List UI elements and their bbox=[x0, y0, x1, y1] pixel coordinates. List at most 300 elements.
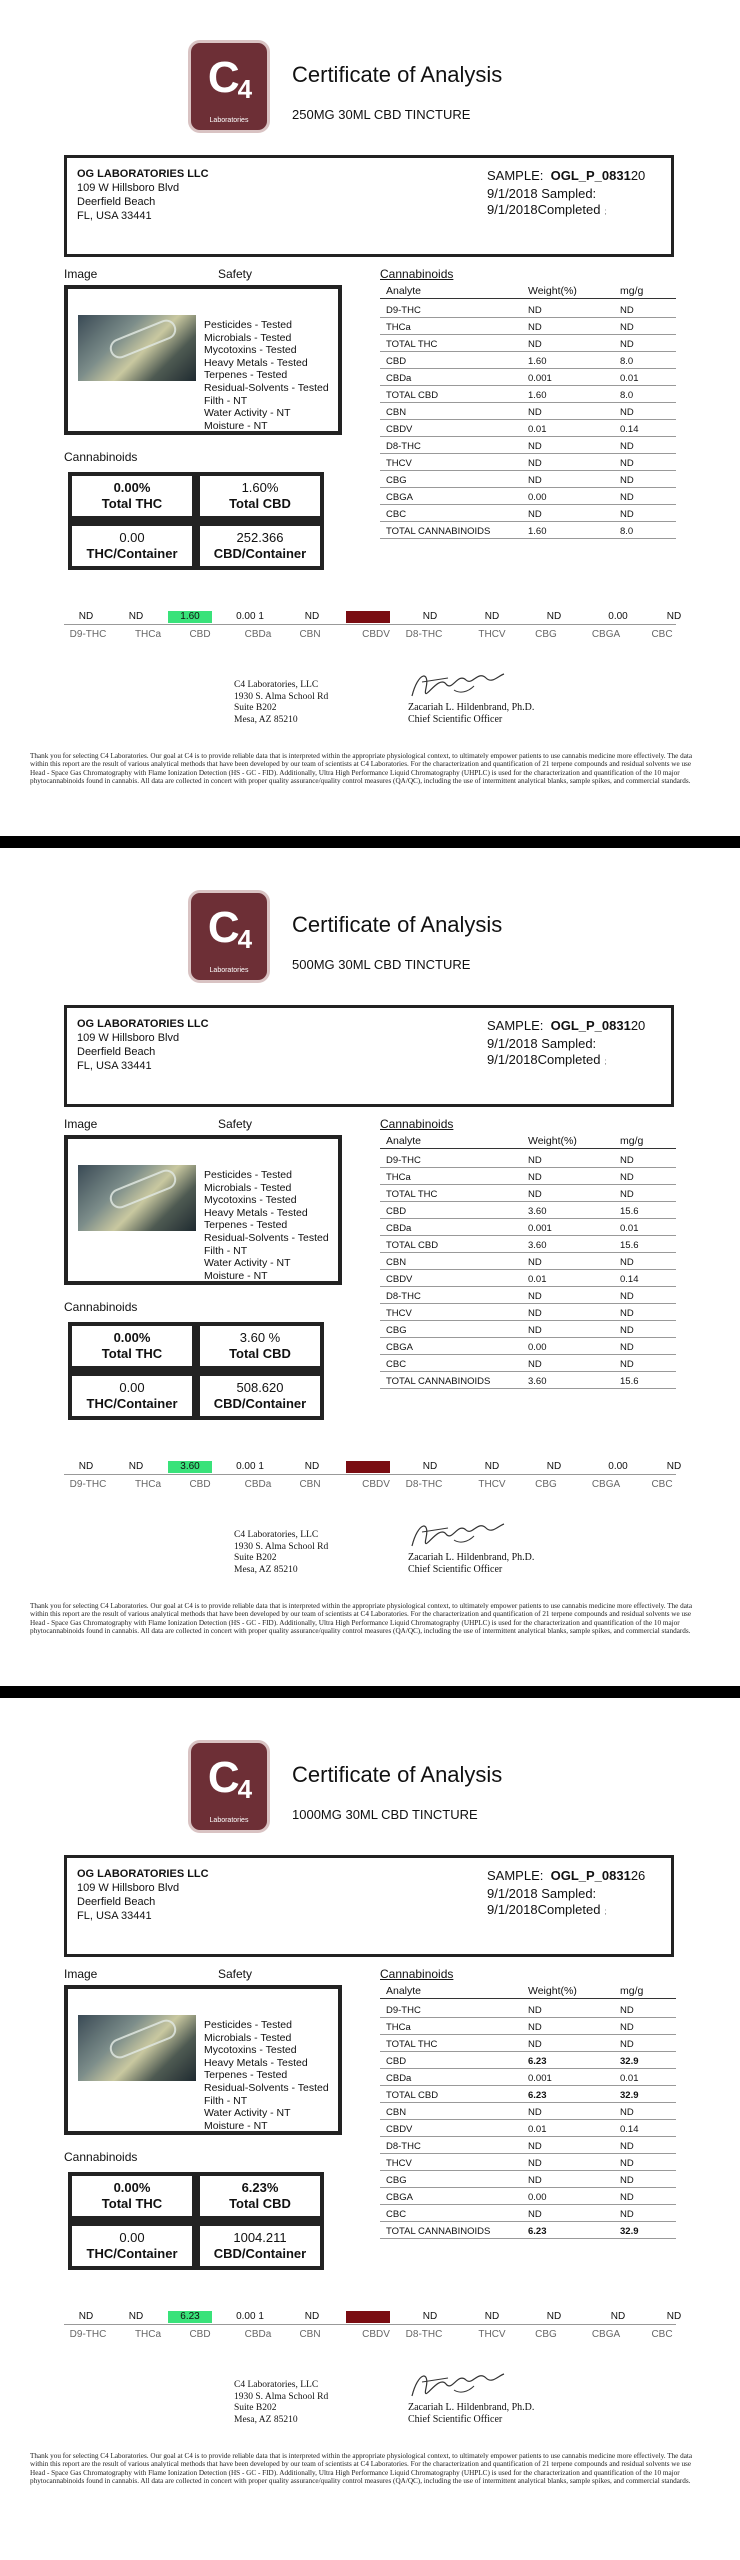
safety-item: Residual-Solvents - Tested bbox=[204, 2081, 329, 2094]
cannabinoid-strip bbox=[64, 611, 682, 645]
strip-value: ND bbox=[546, 1461, 562, 1472]
weight-cell: 6.23 bbox=[528, 2090, 547, 2101]
mg-cell: ND bbox=[620, 2107, 634, 2118]
analyte-cell: D8-THC bbox=[386, 2141, 421, 2152]
table-header: Analyte Weight(%) mg/g bbox=[380, 283, 676, 299]
table-header: Analyte Weight(%) mg/g bbox=[380, 1983, 676, 1999]
weight-cell: ND bbox=[528, 1359, 542, 1370]
strip-name: THCa bbox=[134, 629, 162, 640]
client-name: OG LABORATORIES LLC bbox=[77, 1018, 209, 1030]
strip-values bbox=[64, 2311, 682, 2325]
weight-cell: 0.01 bbox=[528, 424, 547, 435]
table-row bbox=[380, 420, 676, 437]
signature-image bbox=[408, 2366, 508, 2402]
strip-value: ND bbox=[78, 2311, 94, 2322]
analyte-cell: TOTAL CBD bbox=[386, 390, 439, 401]
table-row bbox=[380, 301, 676, 318]
analyte-cell: CBG bbox=[386, 475, 407, 486]
weight-cell: ND bbox=[528, 1155, 542, 1166]
cannabinoid-strip bbox=[64, 2311, 682, 2345]
safety-item: Mycotoxins - Tested bbox=[204, 344, 297, 357]
table-row bbox=[380, 488, 676, 505]
weight-cell: ND bbox=[528, 509, 542, 520]
mg-cell: 0.01 bbox=[620, 373, 639, 384]
safety-item: Pesticides - Tested bbox=[204, 319, 292, 331]
analyte-cell: D9-THC bbox=[386, 1155, 421, 1166]
sample-id: SAMPLE: OGL_P_083126 bbox=[487, 1868, 646, 1883]
strip-name: CBG bbox=[535, 1479, 557, 1490]
analyte-cell: THCV bbox=[386, 2158, 412, 2169]
safety-label: Safety bbox=[218, 1117, 253, 1131]
mg-cell: 32.9 bbox=[620, 2056, 639, 2067]
analyte-cell: TOTAL THC bbox=[386, 2039, 438, 2050]
cbd-container-cell: 508.620 CBD/Container bbox=[200, 1376, 320, 1416]
total-cbd-cell: 3.60 % Total CBD bbox=[200, 1326, 320, 1366]
sample-id: SAMPLE: OGL_P_083120 bbox=[487, 168, 646, 183]
analyte-cell: D8-THC bbox=[386, 1291, 421, 1302]
cbd-container-cell: 1004.211 CBD/Container bbox=[200, 2226, 320, 2266]
strip-value: 0.00 bbox=[608, 1461, 628, 1472]
mg-cell: 32.9 bbox=[620, 2090, 639, 2101]
safety-item: Filth - NT bbox=[204, 2094, 248, 2107]
thc-container-cell: 0.00 THC/Container bbox=[72, 526, 192, 566]
cannabinoids-table-label: Cannabinoids bbox=[380, 267, 454, 281]
cbd-container-cell: 252.366 CBD/Container bbox=[200, 526, 320, 566]
c4-logo: $C_4$ Laboratories bbox=[188, 1740, 270, 1833]
mg-cell: ND bbox=[620, 1257, 634, 1268]
completed-date: 9/1/2018Completed ; bbox=[487, 1052, 607, 1067]
weight-cell: 3.60 bbox=[528, 1206, 547, 1217]
safety-list bbox=[204, 2019, 329, 2132]
weight-cell: ND bbox=[528, 2039, 542, 2050]
weight-cell: ND bbox=[528, 407, 542, 418]
analyte-cell: TOTAL CBD bbox=[386, 1240, 439, 1251]
client-info-box bbox=[64, 155, 674, 257]
total-thc-cell: 0.00% Total THC bbox=[72, 2176, 192, 2216]
table-row bbox=[380, 2086, 676, 2103]
sample-id: SAMPLE: OGL_P_083120 bbox=[487, 1018, 646, 1033]
safety-item: Microbials - Tested bbox=[204, 331, 292, 344]
safety-item: Microbials - Tested bbox=[204, 2031, 292, 2044]
image-label: Image bbox=[64, 267, 98, 281]
cannabinoids-table-label: Cannabinoids bbox=[380, 1967, 454, 1981]
strip-name: CBD bbox=[189, 1479, 211, 1490]
table-row bbox=[380, 2018, 676, 2035]
table-row bbox=[380, 1287, 676, 1304]
analyte-cell: CBN bbox=[386, 407, 407, 418]
strip-value: 6.23 bbox=[168, 2311, 212, 2323]
table-row bbox=[380, 403, 676, 420]
strip-value: ND bbox=[304, 1461, 320, 1472]
strip-name: D9-THC bbox=[69, 2329, 107, 2340]
thc-container-cell: 0.00 THC/Container bbox=[72, 2226, 192, 2266]
strip-name: CBD bbox=[189, 2329, 211, 2340]
strip-name: CBDV bbox=[362, 2329, 390, 2340]
table-row bbox=[380, 2137, 676, 2154]
lab-address: C4 Laboratories, LLC 1930 S. Alma School Rd Suite B202 Mesa, AZ 85210 bbox=[234, 1530, 329, 1575]
strip-value: ND bbox=[304, 611, 320, 622]
strip-name: CBDa bbox=[244, 2329, 272, 2340]
strip-value: 0.00 1 bbox=[236, 611, 264, 622]
mg-cell: ND bbox=[620, 475, 634, 486]
c4-logo: $C_4$ Laboratories bbox=[188, 40, 270, 133]
safety-item: Filth - NT bbox=[204, 394, 248, 407]
strip-name: CBC bbox=[651, 2329, 673, 2340]
weight-cell: 1.60 bbox=[528, 390, 547, 401]
mg-cell: ND bbox=[620, 1189, 634, 1200]
table-row bbox=[380, 335, 676, 352]
weight-cell: ND bbox=[528, 322, 542, 333]
table-row bbox=[380, 1338, 676, 1355]
table-row bbox=[380, 437, 676, 454]
analyte-cell: TOTAL CANNABINOIDS bbox=[386, 1376, 491, 1387]
strip-name: CBN bbox=[299, 1479, 321, 1490]
table-header: Analyte Weight(%) mg/g bbox=[380, 1133, 676, 1149]
safety-box bbox=[64, 1135, 342, 1285]
mg-cell: 0.01 bbox=[620, 1223, 639, 1234]
client-name: OG LABORATORIES LLC bbox=[77, 1868, 209, 1880]
weight-cell: ND bbox=[528, 1172, 542, 1183]
strip-value: ND bbox=[304, 2311, 320, 2322]
mg-cell: ND bbox=[620, 1308, 634, 1319]
strip-value: ND bbox=[666, 2311, 682, 2322]
analyte-cell: CBC bbox=[386, 509, 407, 520]
safety-item: Residual-Solvents - Tested bbox=[204, 1231, 329, 1244]
safety-item: Filth - NT bbox=[204, 1244, 248, 1257]
weight-cell: ND bbox=[528, 1325, 542, 1336]
strip-name: CBG bbox=[535, 2329, 557, 2340]
mg-cell: 15.6 bbox=[620, 1376, 639, 1387]
table-row bbox=[380, 369, 676, 386]
analyte-cell: CBDV bbox=[386, 1274, 413, 1285]
analyte-cell: THCa bbox=[386, 322, 411, 333]
strip-name: CBDV bbox=[362, 629, 390, 640]
strip-name: THCV bbox=[478, 1479, 506, 1490]
analyte-cell: TOTAL CBD bbox=[386, 2090, 439, 2101]
weight-cell: 0.00 bbox=[528, 2192, 547, 2203]
analyte-cell: D9-THC bbox=[386, 305, 421, 316]
mg-cell: ND bbox=[620, 458, 634, 469]
table-row bbox=[380, 1219, 676, 1236]
table-row bbox=[380, 1202, 676, 1219]
client-address-line: FL, USA 33441 bbox=[77, 210, 152, 222]
analyte-cell: THCV bbox=[386, 1308, 412, 1319]
strip-name: D8-THC bbox=[405, 1479, 443, 1490]
analyte-cell: CBG bbox=[386, 1325, 407, 1336]
safety-item: Residual-Solvents - Tested bbox=[204, 381, 329, 394]
weight-cell: ND bbox=[528, 305, 542, 316]
table-row bbox=[380, 2069, 676, 2086]
disclaimer-text: Thank you for selecting C4 Laboratories. Our goal at C4 is to provide reliable data that is interpreted within the appropriate physiological context, to ultimately empower patients to use cannabis medicine more effectively. The data within this report are the result of various analytical methods that have been developed by our team of scientists at C4 Laboratories. For the characterization and quantification of 21 terpene compounds and residual solvents we use Head - Space Gas Chromatography with Flame Ionization Detection (HS - GC - FID). Additionally, Ultra High Performance Liquid Chromatography (UHPLC) is used for the characterization and quantification of the 10 major phytocannabinoids found in cannabis. All data are collected in concert with proper quality assurance/quality control measures (QA/QC), including the use of intermittent analytical blanks, sample spikes, and commercial standards. bbox=[30, 752, 693, 786]
cannabinoids-summary-grid bbox=[68, 1322, 324, 1420]
analyte-cell: THCV bbox=[386, 458, 412, 469]
strip-value: 0.00 1 bbox=[236, 1461, 264, 1472]
completed-date: 9/1/2018Completed ; bbox=[487, 202, 607, 217]
table-row bbox=[380, 2035, 676, 2052]
mg-cell: ND bbox=[620, 1325, 634, 1336]
table-row bbox=[380, 1321, 676, 1338]
safety-item: Pesticides - Tested bbox=[204, 1169, 292, 1181]
strip-value: ND bbox=[484, 611, 500, 622]
weight-cell: ND bbox=[528, 475, 542, 486]
safety-item: Water Activity - NT bbox=[204, 2107, 291, 2120]
table-row bbox=[380, 2154, 676, 2171]
product-subtitle: 500MG 30ML CBD TINCTURE bbox=[292, 957, 471, 972]
strip-name: CBGA bbox=[591, 1479, 621, 1490]
table-row bbox=[380, 352, 676, 369]
safety-item: Mycotoxins - Tested bbox=[204, 2044, 297, 2057]
completed-date: 9/1/2018Completed ; bbox=[487, 1902, 607, 1917]
mg-cell: ND bbox=[620, 305, 634, 316]
strip-value: ND bbox=[128, 2311, 144, 2322]
analyte-cell: D9-THC bbox=[386, 2005, 421, 2016]
mg-cell: 32.9 bbox=[620, 2226, 639, 2237]
strip-values bbox=[64, 1461, 682, 1475]
analyte-cell: TOTAL CANNABINOIDS bbox=[386, 526, 491, 537]
safety-item: Heavy Metals - Tested bbox=[204, 1206, 308, 1219]
strip-value: ND bbox=[546, 2311, 562, 2322]
table-row bbox=[380, 2171, 676, 2188]
total-thc-cell: 0.00% Total THC bbox=[72, 476, 192, 516]
weight-cell: 1.60 bbox=[528, 356, 547, 367]
weight-cell: ND bbox=[528, 339, 542, 350]
strip-value: ND bbox=[128, 611, 144, 622]
weight-cell: ND bbox=[528, 2141, 542, 2152]
strip-name: CBC bbox=[651, 1479, 673, 1490]
weight-cell: 0.001 bbox=[528, 2073, 552, 2084]
analyte-cell: CBN bbox=[386, 2107, 407, 2118]
mg-cell: ND bbox=[620, 509, 634, 520]
strip-value: ND bbox=[666, 1461, 682, 1472]
lab-address: C4 Laboratories, LLC 1930 S. Alma School Rd Suite B202 Mesa, AZ 85210 bbox=[234, 680, 329, 725]
strip-name: CBD bbox=[189, 629, 211, 640]
mg-cell: 8.0 bbox=[620, 390, 634, 401]
cannabinoids-summary-label: Cannabinoids bbox=[64, 2150, 138, 2164]
strip-name: CBN bbox=[299, 2329, 321, 2340]
weight-cell: 1.60 bbox=[528, 526, 547, 537]
cannabinoid-strip bbox=[64, 1461, 682, 1495]
table-row bbox=[380, 2188, 676, 2205]
safety-item: Pesticides - Tested bbox=[204, 2019, 292, 2031]
weight-cell: 0.01 bbox=[528, 2124, 547, 2135]
strip-value: ND bbox=[484, 1461, 500, 1472]
safety-item: Terpenes - Tested bbox=[204, 2069, 288, 2082]
analyte-cell: CBN bbox=[386, 1257, 407, 1268]
mg-cell: ND bbox=[620, 2175, 634, 2186]
mg-cell: ND bbox=[620, 2209, 634, 2220]
disclaimer-text: Thank you for selecting C4 Laboratories. Our goal at C4 is to provide reliable data that is interpreted within the appropriate physiological context, to ultimately empower patients to use cannabis medicine more effectively. The data within this report are the result of various analytical methods that have been developed by our team of scientists at C4 Laboratories. For the characterization and quantification of 21 terpene compounds and residual solvents we use Head - Space Gas Chromatography with Flame Ionization Detection (HS - GC - FID). Additionally, Ultra High Performance Liquid Chromatography (UHPLC) is used for the characterization and quantification of the 10 major phytocannabinoids found in cannabis. All data are collected in concert with proper quality assurance/quality control measures (QA/QC), including the use of intermittent analytical blanks, sample spikes, and commercial standards. bbox=[30, 2452, 693, 2486]
client-address-line: 109 W Hillsboro Blvd bbox=[77, 182, 180, 194]
weight-cell: 0.01 bbox=[528, 1274, 547, 1285]
safety-box bbox=[64, 285, 342, 435]
product-photo bbox=[78, 315, 196, 381]
safety-item: Moisture - NT bbox=[204, 1269, 268, 1282]
client-address-line: 109 W Hillsboro Blvd bbox=[77, 1882, 180, 1894]
strip-marker bbox=[346, 611, 390, 623]
table-row bbox=[380, 1355, 676, 1372]
table-row bbox=[380, 2120, 676, 2137]
safety-item: Terpenes - Tested bbox=[204, 369, 288, 382]
strip-name: D8-THC bbox=[405, 2329, 443, 2340]
weight-cell: ND bbox=[528, 2022, 542, 2033]
analyte-cell: CBGA bbox=[386, 2192, 413, 2203]
analyte-cell: CBD bbox=[386, 1206, 407, 1217]
table-row bbox=[380, 2205, 676, 2222]
analyte-cell: CBC bbox=[386, 2209, 407, 2220]
image-label: Image bbox=[64, 1967, 98, 1981]
analyte-cell: CBG bbox=[386, 2175, 407, 2186]
weight-cell: 3.60 bbox=[528, 1240, 547, 1251]
strip-name: THCa bbox=[134, 2329, 162, 2340]
total-cbd-cell: 6.23% Total CBD bbox=[200, 2176, 320, 2216]
mg-cell: ND bbox=[620, 2022, 634, 2033]
table-row bbox=[380, 1304, 676, 1321]
page-divider bbox=[0, 1686, 740, 1698]
certificate bbox=[0, 850, 740, 1688]
client-address-line: Deerfield Beach bbox=[77, 196, 156, 208]
weight-cell: 3.60 bbox=[528, 1376, 547, 1387]
strip-name: THCa bbox=[134, 1479, 162, 1490]
mg-cell: 0.14 bbox=[620, 1274, 639, 1285]
safety-list bbox=[204, 319, 329, 432]
strip-name: CBC bbox=[651, 629, 673, 640]
table-row bbox=[380, 1270, 676, 1287]
page-divider bbox=[0, 836, 740, 848]
weight-cell: ND bbox=[528, 1308, 542, 1319]
signature-image bbox=[408, 1516, 508, 1552]
strip-value: ND bbox=[78, 1461, 94, 1472]
client-address-line: FL, USA 33441 bbox=[77, 1910, 152, 1922]
strip-value: ND bbox=[546, 611, 562, 622]
mg-cell: 15.6 bbox=[620, 1206, 639, 1217]
strip-value: ND bbox=[484, 2311, 500, 2322]
strip-value: ND bbox=[78, 611, 94, 622]
strip-value: 0.00 1 bbox=[236, 2311, 264, 2322]
strip-name: THCV bbox=[478, 629, 506, 640]
cannabinoids-summary-label: Cannabinoids bbox=[64, 1300, 138, 1314]
strip-value: ND bbox=[422, 2311, 438, 2322]
mg-cell: ND bbox=[620, 492, 634, 503]
document-title: Certificate of Analysis bbox=[292, 62, 503, 87]
analyte-cell: THCa bbox=[386, 2022, 411, 2033]
safety-box bbox=[64, 1985, 342, 2135]
client-address-line: FL, USA 33441 bbox=[77, 1060, 152, 1072]
total-thc-cell: 0.00% Total THC bbox=[72, 1326, 192, 1366]
lab-address: C4 Laboratories, LLC 1930 S. Alma School Rd Suite B202 Mesa, AZ 85210 bbox=[234, 2380, 329, 2425]
table-row bbox=[380, 2052, 676, 2069]
strip-value: ND bbox=[610, 2311, 626, 2322]
strip-name: CBG bbox=[535, 629, 557, 640]
analyte-cell: CBDa bbox=[386, 1223, 412, 1234]
safety-label: Safety bbox=[218, 267, 253, 281]
sampled-date: 9/1/2018 Sampled: bbox=[487, 1036, 597, 1051]
strip-value: ND bbox=[128, 1461, 144, 1472]
table-row bbox=[380, 1151, 676, 1168]
client-address-line: Deerfield Beach bbox=[77, 1896, 156, 1908]
safety-item: Water Activity - NT bbox=[204, 407, 291, 420]
table-row bbox=[380, 2103, 676, 2120]
client-address-line: Deerfield Beach bbox=[77, 1046, 156, 1058]
mg-cell: 0.01 bbox=[620, 2073, 639, 2084]
mg-cell: ND bbox=[620, 2141, 634, 2152]
strip-name: D9-THC bbox=[69, 1479, 107, 1490]
weight-cell: 0.00 bbox=[528, 492, 547, 503]
strip-name: D8-THC bbox=[405, 629, 443, 640]
weight-cell: ND bbox=[528, 1257, 542, 1268]
strip-name: CBN bbox=[299, 629, 321, 640]
analyte-cell: TOTAL THC bbox=[386, 1189, 438, 1200]
certificate bbox=[0, 0, 740, 838]
table-row bbox=[380, 471, 676, 488]
strip-name: CBGA bbox=[591, 2329, 621, 2340]
analyte-cell: CBDV bbox=[386, 2124, 413, 2135]
document-title: Certificate of Analysis bbox=[292, 1762, 503, 1787]
sampled-date: 9/1/2018 Sampled: bbox=[487, 186, 597, 201]
weight-cell: 0.001 bbox=[528, 1223, 552, 1234]
analyte-cell: CBDa bbox=[386, 2073, 412, 2084]
weight-cell: 0.001 bbox=[528, 373, 552, 384]
weight-cell: ND bbox=[528, 2107, 542, 2118]
mg-cell: 0.14 bbox=[620, 424, 639, 435]
strip-name: CBDa bbox=[244, 1479, 272, 1490]
table-row bbox=[380, 454, 676, 471]
analyte-cell: CBD bbox=[386, 2056, 407, 2067]
analyte-cell: CBC bbox=[386, 1359, 407, 1370]
analyte-cell: CBGA bbox=[386, 1342, 413, 1353]
mg-cell: ND bbox=[620, 1291, 634, 1302]
mg-cell: ND bbox=[620, 339, 634, 350]
safety-label: Safety bbox=[218, 1967, 253, 1981]
analyte-cell: THCa bbox=[386, 1172, 411, 1183]
weight-cell: ND bbox=[528, 2005, 542, 2016]
safety-item: Heavy Metals - Tested bbox=[204, 356, 308, 369]
strip-values bbox=[64, 611, 682, 625]
analyte-cell: TOTAL CANNABINOIDS bbox=[386, 2226, 491, 2237]
total-cbd-cell: 1.60% Total CBD bbox=[200, 476, 320, 516]
safety-item: Heavy Metals - Tested bbox=[204, 2056, 308, 2069]
table-row bbox=[380, 386, 676, 403]
analyte-cell: CBGA bbox=[386, 492, 413, 503]
cannabinoids-summary-grid bbox=[68, 2172, 324, 2270]
mg-cell: ND bbox=[620, 441, 634, 452]
strip-name: CBDV bbox=[362, 1479, 390, 1490]
analyte-cell: CBD bbox=[386, 356, 407, 367]
mg-cell: ND bbox=[620, 1172, 634, 1183]
client-name: OG LABORATORIES LLC bbox=[77, 168, 209, 180]
mg-cell: 0.14 bbox=[620, 2124, 639, 2135]
mg-cell: ND bbox=[620, 2192, 634, 2203]
officer-signature-block: Zacariah L. Hildenbrand, Ph.D. Chief Scientific Officer bbox=[408, 2402, 535, 2425]
strip-marker bbox=[346, 2311, 390, 2323]
weight-cell: ND bbox=[528, 1291, 542, 1302]
certificate bbox=[0, 1700, 740, 2538]
safety-item: Terpenes - Tested bbox=[204, 1219, 288, 1232]
strip-name: D9-THC bbox=[69, 629, 107, 640]
strip-value: 1.60 bbox=[168, 611, 212, 623]
cannabinoids-summary-grid bbox=[68, 472, 324, 570]
weight-cell: ND bbox=[528, 2158, 542, 2169]
table-row bbox=[380, 1372, 676, 1389]
table-row bbox=[380, 1168, 676, 1185]
cannabinoids-summary-label: Cannabinoids bbox=[64, 450, 138, 464]
strip-value: 3.60 bbox=[168, 1461, 212, 1473]
weight-cell: ND bbox=[528, 2209, 542, 2220]
table-row bbox=[380, 1236, 676, 1253]
safety-list bbox=[204, 1169, 329, 1282]
strip-value: ND bbox=[422, 1461, 438, 1472]
weight-cell: 0.00 bbox=[528, 1342, 547, 1353]
table-row bbox=[380, 522, 676, 539]
